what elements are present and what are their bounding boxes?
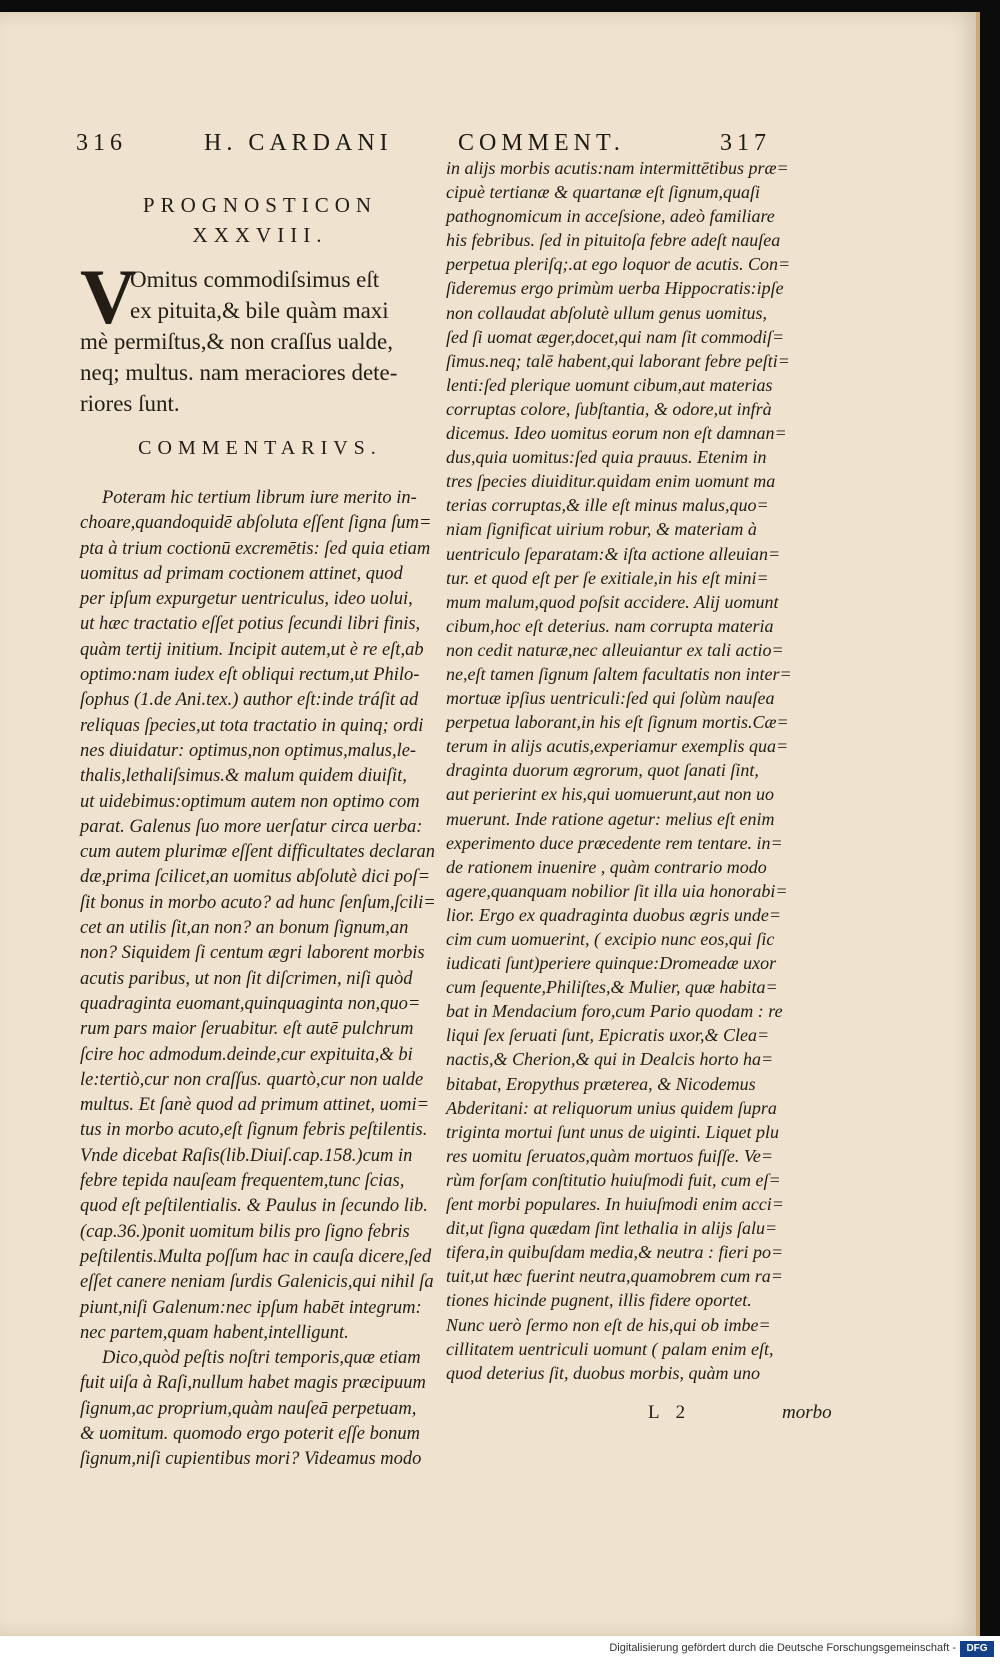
text-line: tur. et quod eſt per ſe exitiale,in his eſt mini=: [446, 567, 769, 588]
text-line: ſideremus ergo primùm uerba Hippocratis:ipſe: [446, 278, 784, 299]
text-line: non collaudat abſolutè ullum genus uomitus,: [446, 302, 767, 323]
lemma-line: riores ſunt.: [80, 391, 180, 416]
text-line: & uomitum. quomodo ergo poterit eſſe bonum: [80, 1423, 420, 1444]
text-line: non cedit naturæ,nec alleuiantur ex tali actio=: [446, 639, 784, 660]
right-page-number: 317: [720, 130, 771, 156]
text-line: (cap.36.)ponit uomitum bilis pro ſigno febris: [80, 1221, 410, 1242]
text-line: rum pars maior ſeruabitur. eſt autē pulchrum: [80, 1019, 414, 1040]
text-line: febre tepida nauſeam frequentem,tunc ſcias,: [80, 1171, 405, 1192]
text-line: dicemus. Ideo uomitus eorum non eſt damnan=: [446, 423, 787, 444]
text-line: lior. Ergo ex quadraginta duobus ægris unde=: [446, 904, 781, 925]
lemma-line: neq; multus. nam meraciores dete-: [80, 360, 398, 385]
text-line: dit,ut ſigna quædam ſint lethalia in alijs ſalu=: [446, 1218, 778, 1239]
text-line: dæ,prima ſcilicet,an uomitus abſolutè dici poſ=: [80, 867, 431, 888]
text-line: tuit,ut hæc fuerint neutra,quamobrem cum ra=: [446, 1266, 783, 1287]
text-line: ſignum,ac proprium,quàm nauſeā perpetuam,: [80, 1398, 417, 1419]
text-line: cum ſequente,Philiſtes,& Mulier, quæ habita=: [446, 977, 778, 998]
text-line: ut hæc tractatio eſſet potius ſecundi libri finis,: [80, 614, 421, 635]
heading-line: PROGNOSTICON: [142, 193, 378, 217]
text-line: multus. Et ſanè quod ad primum attinet, uomi=: [80, 1095, 430, 1116]
text-line: his febribus. ſed in pituitoſa febre adeſt nauſea: [446, 230, 781, 251]
lemma-block: [80, 253, 440, 419]
text-line: tus in morbo acuto,eſt ſignum febris peſtilentis.: [80, 1120, 428, 1141]
text-line: muerunt. Inde ratione agetur: melius eſt enim: [446, 808, 775, 829]
text-line: le:tertiò,cur non craſſus. quartò,cur non ualde: [80, 1069, 424, 1090]
text-line: bat in Mendacium foro,cum Pario quodam : re: [446, 1001, 783, 1022]
text-line: piunt,niſi Galenum:nec ipſum habēt integrum:: [80, 1297, 422, 1318]
text-line: rùm forſam conſtitutio huiuſmodi fuit, cum eſ=: [446, 1169, 781, 1190]
left-running-title: H. CARDANI: [204, 130, 393, 156]
text-line: uentriculo ſeparatam:& iſta actione alleuian=: [446, 543, 781, 564]
text-line: ut uidebimus:optimum autem non optimo com: [80, 791, 420, 812]
text-line: ſophus (1.de Ani.tex.) author eſt:inde tráſit ad: [80, 690, 419, 711]
text-line: aut perierint ex his,qui uomuerunt,aut non uo: [446, 784, 774, 805]
text-line: bitabat, Eropythus præterea, & Nicodemus: [446, 1073, 756, 1094]
lemma-line: Omitus commodiſsimus eſt: [130, 267, 380, 292]
text-line: iudicati ſunt)periere quinque:Dromeadæ uxor: [446, 953, 777, 974]
text-line: cibum,hoc eſt deterius. nam corrupta materia: [446, 615, 774, 636]
text-line: in alijs morbis acutis:nam intermittētibus præ=: [446, 158, 789, 178]
text-line: quàm tertij initium. Incipit autem,ut è re eſt,ab: [80, 639, 424, 660]
text-line: peſtilentis.Multa poſſum hac in cauſa dicere,ſed: [80, 1246, 432, 1267]
heading-line: XXXVIII.: [192, 223, 328, 247]
text-line: tiones hicinde pugnent, illis fidere oportet.: [446, 1290, 752, 1311]
text-line: draginta duorum ægrorum, quot ſanati ſint,: [446, 760, 759, 781]
text-line: cipuè tertianæ & quartanæ eſt ſignum,quaſi: [446, 182, 760, 203]
text-line: nes diuidatur: optimus,non optimus,malus,le-: [80, 740, 417, 761]
text-line: parat. Galenus ſuo more uerſatur circa uerba:: [80, 816, 423, 837]
text-line: tres ſpecies diuiditur.quidam enim uomunt ma: [446, 471, 776, 492]
page-edge: [976, 12, 980, 1636]
text-line: acutis paribus, ut non ſit diſcrimen, niſi quòd: [80, 968, 413, 989]
text-line: per ipſum expurgetur uentriculus, ideo uolui,: [80, 589, 413, 610]
funding-notice: Digitalisierung gefördert durch die Deutsche Forschungsgemeinschaft -: [609, 1642, 956, 1654]
text-line: perpetua pleriſq;.at ego loquor de acutis. Con=: [446, 254, 791, 275]
left-body-text: [80, 486, 440, 1473]
text-line: pta à trium coctionū excremētis: ſed quia etiam: [80, 538, 431, 559]
text-line: Vnde dicebat Raſis(lib.Diuiſ.cap.158.)cum in: [80, 1145, 413, 1166]
text-line: experimento duce præcedente rem tentare. in=: [446, 832, 783, 853]
text-line: cim cum uomuerint, ( excipio nunc eos,qui ſic: [446, 929, 775, 949]
lemma-line: ex pituita,& bile quàm maxi: [130, 298, 389, 323]
commentarius-heading: COMMENTARIVS.: [138, 437, 382, 459]
text-line: ſit bonus in morbo acuto? ad hunc ſenſum,ſcili=: [80, 892, 436, 913]
text-line: niam ſignificat uirium robur, & materiam à: [446, 519, 757, 540]
text-line: terias corruptas,& ille eſt minus malus,quo=: [446, 495, 769, 516]
text-line: reliquas ſpecies,ut tota tractatio in quinq; ordi: [80, 715, 424, 736]
text-line: quadraginta euomant,quinquaginta non,quo=: [80, 993, 421, 1014]
text-line: liqui ſex ſeruati ſunt, Epicratis uxor,& Clea=: [446, 1025, 770, 1046]
right-body-text: [446, 156, 806, 1385]
text-line: res uomitu ſeruatos,quàm mortuos fuiſſe. Ve=: [446, 1145, 773, 1166]
text-line: de rationem inuenire , quàm contrario modo: [446, 856, 767, 877]
left-page-number: 316: [76, 130, 127, 156]
text-line: Dico,quòd peſtis noſtri temporis,quæ etiam: [102, 1348, 421, 1369]
text-line: corruptas colore, ſubſtantia, & odore,ut infrà: [446, 398, 772, 419]
text-line: ne,eſt tamen ſignum ſaltem facultatis non inter=: [446, 663, 792, 684]
text-line: terum in alijs acutis,experiamur exemplis qua=: [446, 736, 789, 757]
text-line: triginta mortui ſunt unus de uiginti. Liquet plu: [446, 1121, 780, 1142]
text-line: ſcire hoc admodum.deinde,cur expituita,& bi: [80, 1044, 413, 1065]
text-line: Nunc uerò ſermo non eſt de his,qui ob imbe=: [446, 1314, 771, 1335]
text-line: eſſet canere neniam ſurdis Galenicis,qui nihil ſa: [80, 1272, 434, 1293]
drop-cap: V: [80, 253, 137, 340]
right-running-title: COMMENT.: [458, 130, 625, 156]
text-line: ſent morbi populares. In huiuſmodi enim acci=: [446, 1194, 784, 1215]
text-line: nactis,& Cherion,& qui in Dealcis horto ha=: [446, 1049, 774, 1070]
digitization-footer: [0, 1636, 1000, 1664]
text-line: cillitatem uentriculi uomunt ( palam enim eſt,: [446, 1338, 774, 1359]
text-line: quod deterius ſit, duobus morbis, quàm uno: [446, 1362, 761, 1383]
lemma-line: mè permiſtus,& non craſſus ualde,: [80, 329, 393, 354]
text-line: tifera,in quibuſdam media,& neutra : fieri po=: [446, 1242, 784, 1263]
text-line: cet an utilis ſit,an non? an bonum ſignum,an: [80, 918, 409, 939]
text-line: Abderitani: at reliquorum unius quidem ſupra: [446, 1097, 777, 1118]
right-column: [446, 158, 806, 1385]
text-line: optimo:nam iudex eſt obliqui rectum,ut Philo-: [80, 665, 420, 686]
text-line: cum autem plurimæ eſſent difficultates declaran: [80, 842, 436, 863]
text-line: fuit uiſa à Raſi,nullum habet magis præcipuum: [80, 1373, 426, 1394]
text-line: uomitus ad primam coctionem attinet, quod: [80, 563, 403, 584]
text-line: agere,quanquam nobilior ſit illa uia honorabi=: [446, 880, 788, 901]
prognosticon-heading: [80, 190, 440, 250]
text-line: pathognomicum in acceſsione, adeò familiare: [446, 206, 775, 227]
text-line: mortuæ ipſius uentriculi:ſed qui ſolùm nauſea: [446, 688, 775, 709]
text-line: ſimus.neq; talē habent,qui laborant febre peſti=: [446, 350, 790, 371]
left-column: [80, 168, 440, 1473]
text-line: non? Siquidem ſi centum ægri laborent morbis: [80, 943, 425, 964]
text-line: Poteram hic tertium librum iure merito in-: [102, 488, 417, 508]
text-line: thalis,lethaliſsimus.& malum quidem diuiſit,: [80, 766, 407, 787]
text-line: perpetua laborant,in his eſt ſignum mortis.Cæ=: [446, 712, 789, 733]
text-line: dus,quia uomitus:ſed quia prauus. Etenim in: [446, 447, 767, 468]
catchword: morbo: [782, 1402, 832, 1423]
text-line: ſignum,niſi cupientibus mori? Videamus modo: [80, 1449, 422, 1470]
dfg-logo: DFG: [960, 1641, 994, 1657]
signature-mark: L 2: [648, 1402, 692, 1423]
text-line: mum malum,quod poſsit accidere. Alij uomunt: [446, 591, 779, 612]
text-line: nec partem,quam habent,intelligunt.: [80, 1322, 349, 1343]
text-line: ſed ſi uomat æger,docet,qui nam ſit commodiſ=: [446, 326, 785, 347]
text-line: quod eſt peſtilentialis. & Paulus in ſecundo lib.: [80, 1196, 428, 1217]
text-line: lenti:ſed plerique uomunt cibum,aut materias: [446, 374, 773, 395]
text-line: choare,quandoquidē abſoluta eſſent ſigna ſum=: [80, 513, 432, 534]
